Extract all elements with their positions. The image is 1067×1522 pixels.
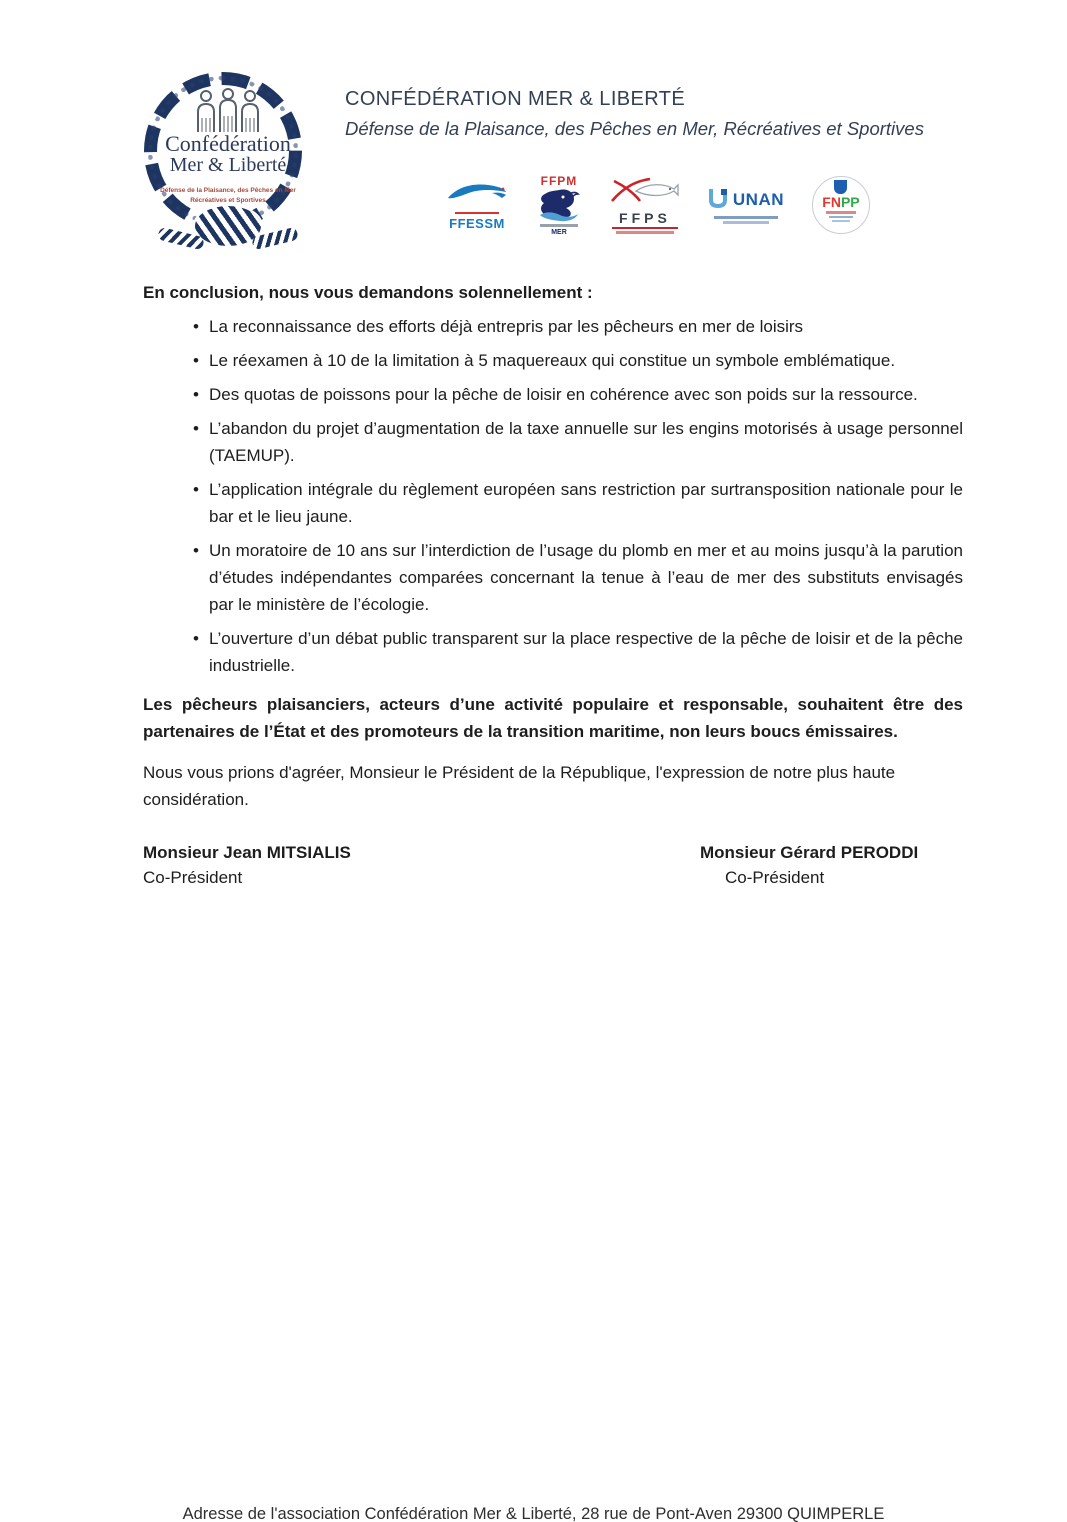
fnpp-subtext-bar2 <box>829 216 853 218</box>
ffps-label: FFPS <box>619 209 671 226</box>
unan-logo <box>708 187 784 224</box>
signer-name-left: Monsieur Jean MITSIALIS <box>143 843 351 862</box>
footer-address: Adresse de l'association Confédération Mer & Liberté, 28 rue de Pont-Aven 29300 QUIMPERLE <box>182 1505 885 1522</box>
logo-tagline-line1: Défense de la Plaisance, des Pêches en Mer <box>160 187 296 194</box>
confederation-rope-logo <box>132 70 324 258</box>
ffps-logo <box>610 177 680 234</box>
demand-text-5: L’application intégrale du règlement européen sans restriction par surtransposition nationale pour le bar et le lieu jaune. <box>209 480 963 526</box>
organization-subtitle: Défense de la Plaisance, des Pêches en Mer, Récréatives et Sportives <box>345 118 924 139</box>
conclusion-heading: En conclusion, nous vous demandons solennellement : <box>143 283 593 302</box>
fnpp-label <box>822 195 859 209</box>
fnpp-subtext-bar1 <box>826 211 856 214</box>
ffps-fish-icon <box>610 177 680 209</box>
signatures-block <box>143 840 963 900</box>
demand-text-1: La reconnaissance des efforts déjà entrepris par les pêcheurs en mer de loisirs <box>209 317 804 336</box>
ffpm-logo <box>536 175 582 236</box>
demand-item-2 <box>143 347 963 374</box>
demand-text-3: Des quotas de poissons pour la pêche de loisir en cohérence avec son poids sur la ressource. <box>209 385 918 404</box>
fnpp-logo <box>812 176 870 234</box>
signer-title-left: Co-Président <box>143 868 243 887</box>
fnpp-subtext-bar3 <box>832 220 850 222</box>
ffps-red-rule <box>612 227 678 229</box>
ffessm-wave-icon <box>446 180 508 210</box>
fnpp-crest-icon <box>834 180 847 194</box>
demands-list <box>143 313 963 679</box>
demand-item-6 <box>143 537 963 618</box>
ffessm-red-rule <box>455 212 499 214</box>
organization-title: CONFÉDÉRATION MER & LIBERTÉ <box>345 88 686 110</box>
ffps-subtext-bar <box>616 231 674 234</box>
fnpp-badge-icon <box>812 176 870 234</box>
demand-text-7: L’ouverture d’un débat public transparent sur la place respective de la pêche de loisir et de la pêche industrielle. <box>209 629 963 675</box>
demand-text-2: Le réexamen à 10 de la limitation à 5 maquereaux qui constitue un symbole emblématique. <box>209 351 896 370</box>
signer-title-right: Co-Président <box>725 868 825 887</box>
demand-item-7 <box>143 625 963 679</box>
unan-subtext-bar2 <box>723 221 769 224</box>
demand-item-3 <box>143 381 963 408</box>
demand-text-4: L’abandon du projet d’augmentation de la taxe annuelle sur les engins motorisés à usage personnel (TAEMUP). <box>209 419 963 465</box>
ffpm-label: FFPM <box>540 173 578 188</box>
demand-item-1 <box>143 313 963 340</box>
ffessm-label: FFESSM <box>449 216 505 231</box>
demand-item-5 <box>143 476 963 530</box>
logo-line1: Confédération <box>165 131 291 156</box>
logo-line2: Mer & Liberté <box>169 154 287 177</box>
ffpm-mer-label: MER <box>551 228 567 236</box>
ffpm-rooster-icon <box>536 188 582 222</box>
demand-text-6: Un moratoire de 10 ans sur l’interdiction de l’usage du plomb en mer et au moins jusqu’à la parution d’études indépendantes comparées concernant la tenue à l’eau de mer des substituts envisagés par le ministère de l’écologie. <box>209 541 963 614</box>
unan-mark-icon <box>708 187 730 213</box>
statement-paragraph: Les pêcheurs plaisanciers, acteurs d’une activité populaire et responsable, souhaitent être des partenaires de l’État et des promoteurs de la transition maritime, non leurs boucs émissaires. <box>143 695 963 741</box>
closing-paragraph: Nous vous prions d'agréer, Monsieur le Président de la République, l'expression de notre plus haute considération. <box>143 763 896 809</box>
logo-tagline <box>132 186 324 206</box>
ffessm-logo <box>446 180 508 230</box>
demand-item-4 <box>143 415 963 469</box>
fnpp-label-pp: PP <box>840 194 860 210</box>
ffpm-subtext-bar <box>540 224 578 227</box>
partner-logos-row <box>446 168 870 242</box>
signature-right <box>700 840 918 890</box>
letterhead <box>345 88 924 140</box>
letter-body <box>143 279 963 900</box>
rope-knot-icon <box>195 206 261 246</box>
fnpp-label-fn: FN <box>822 194 841 210</box>
logo-tagline-line2: Récréatives et Sportives <box>190 196 266 204</box>
unan-subtext-bar1 <box>714 216 778 219</box>
logo-wordmark <box>132 132 324 176</box>
signer-name-right: Monsieur Gérard PERODDI <box>700 843 919 862</box>
unan-label: UNAN <box>732 190 785 209</box>
